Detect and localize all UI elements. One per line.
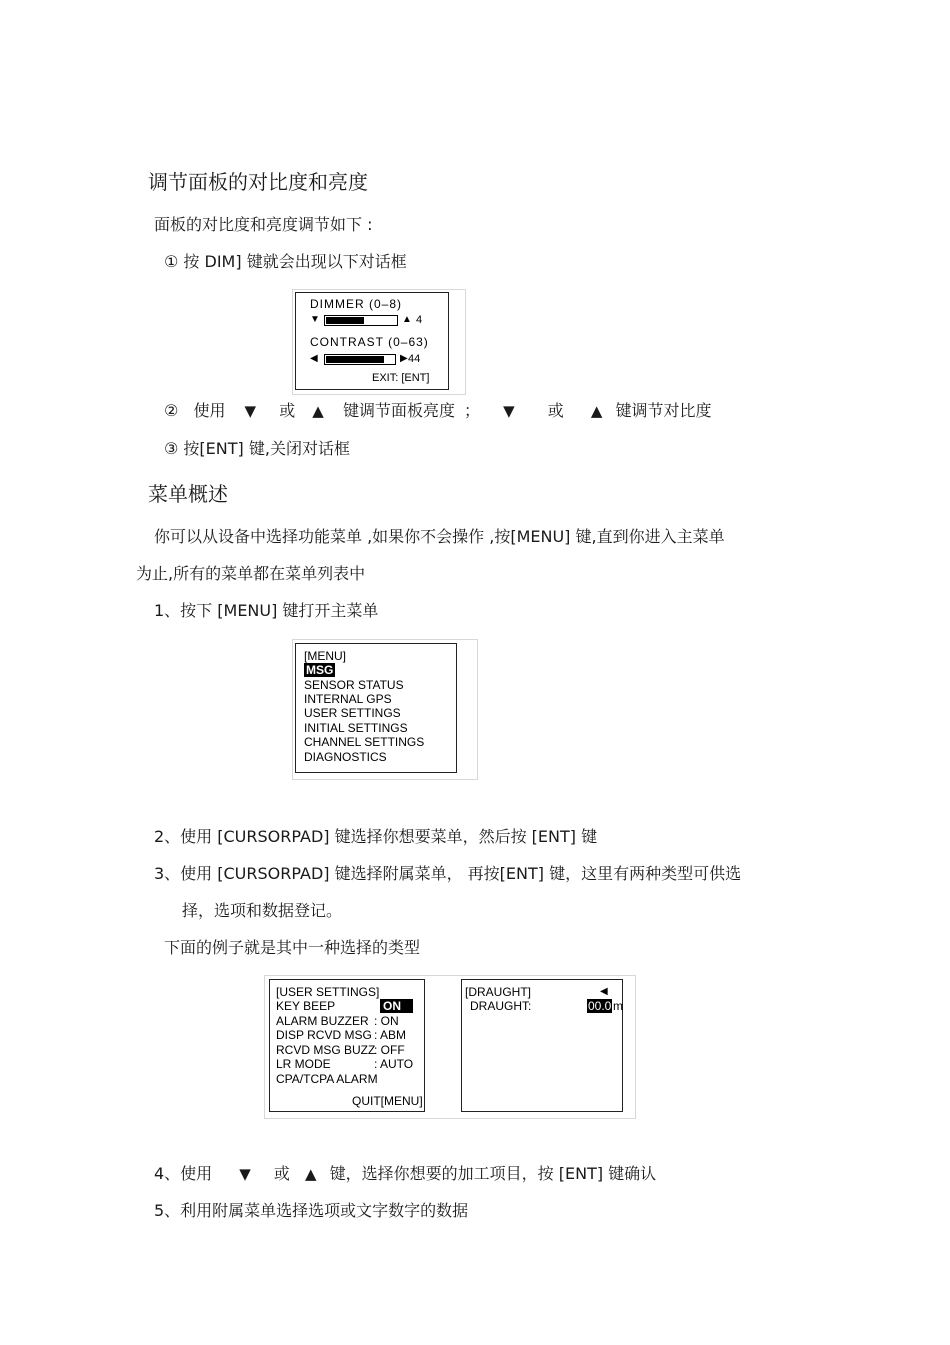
dimmer-level-bar — [324, 315, 398, 326]
exit-label: EXIT: [ENT] — [372, 372, 430, 384]
setting-label-lr-mode: LR MODE — [276, 1057, 331, 1071]
step-2-or: 或 — [279, 401, 296, 420]
draught-screen — [461, 979, 623, 1112]
menu-paragraph-line1: 你可以从设备中选择功能菜单 ,如果你不会操作 ,按[MENU] 键,直到你进入主菜单 — [154, 527, 725, 546]
step-2-text — [164, 398, 712, 421]
menu-step-3-line1: 3、使用 [CURSORPAD] 键选择附属菜单， 再按[ENT] 键，这里有两种类型可供选 — [154, 864, 742, 883]
setting-value-lr-mode: : AUTO — [374, 1057, 414, 1071]
step-3-text: ③ 按[ENT] 键,关闭对话框 — [164, 439, 350, 458]
step-2-or: 或 — [547, 401, 564, 420]
step-1-text: ① 按 DIM] 键就会出现以下对话框 — [164, 252, 407, 271]
menu-item-initial-settings: INITIAL SETTINGS — [304, 721, 408, 735]
setting-label-rcvd-msg-buzz: RCVD MSG BUZZ — [276, 1043, 376, 1057]
down-triangle-icon: ▼ — [244, 402, 257, 420]
down-triangle-icon: ▼ — [239, 1165, 251, 1183]
main-menu-title: [MENU] — [304, 649, 346, 663]
contrast-level-fill — [326, 356, 384, 363]
main-menu-figure — [292, 639, 478, 780]
step-2-num: ② — [164, 401, 179, 420]
draught-title: [DRAUGHT] — [465, 985, 531, 999]
menu-step-4 — [154, 1161, 656, 1184]
setting-value-alarm-buzzer: : ON — [374, 1014, 399, 1028]
menu-item-channel-settings: CHANNEL SETTINGS — [304, 735, 425, 749]
contrast-value: 44 — [408, 353, 421, 365]
main-menu-screen — [295, 643, 457, 773]
setting-value-disp-rcvd-msg: : ABM — [374, 1028, 407, 1042]
draught-label: DRAUGHT: — [470, 999, 532, 1013]
menu-item-diagnostics: DIAGNOSTICS — [304, 750, 387, 764]
draught-value[interactable]: 00.0 — [588, 999, 612, 1013]
intro-text: 面板的对比度和亮度调节如下 : — [154, 215, 373, 234]
user-settings-screen — [269, 979, 425, 1112]
setting-label-key-beep: KEY BEEP — [276, 999, 336, 1013]
menu-step-1: 1、按下 [MENU] 键打开主菜单 — [154, 601, 379, 620]
dimmer-dialog — [295, 292, 449, 390]
contrast-level-bar — [324, 354, 396, 365]
up-triangle-icon: ▲ — [590, 402, 603, 420]
quit-label: QUIT[MENU] — [352, 1094, 423, 1108]
user-settings-figure — [264, 975, 636, 1119]
menu-step-5: 5、利用附属菜单选择选项或文字数字的数据 — [154, 1201, 469, 1220]
draught-unit: m — [613, 999, 623, 1013]
contrast-label: CONTRAST (0–63) — [310, 335, 429, 349]
dimmer-up-arrow: ▲ — [402, 314, 412, 325]
step-4-suffix: 键，选择你想要的加工项目，按 [ENT] 键确认 — [329, 1164, 657, 1183]
step-2-semicolon: ； — [464, 401, 481, 420]
user-settings-title: [USER SETTINGS] — [276, 985, 380, 999]
setting-label-cpa-tcpa-alarm: CPA/TCPA ALARM — [276, 1072, 378, 1086]
menu-paragraph-line2: 为止,所有的菜单都在菜单列表中 — [136, 564, 366, 583]
step-2-use: 使用 — [193, 401, 226, 420]
step-2-brightness-text: 键调节面板亮度 — [342, 401, 455, 420]
up-triangle-icon: ▲ — [305, 1165, 317, 1183]
left-arrow-icon: ◀ — [600, 986, 608, 997]
setting-value-key-beep[interactable]: ON — [380, 999, 413, 1013]
dimmer-down-arrow: ▼ — [310, 314, 320, 325]
menu-item-internal-gps: INTERNAL GPS — [304, 692, 392, 706]
menu-step-2: 2、使用 [CURSORPAD] 键选择你想要菜单，然后按 [ENT] 键 — [154, 827, 598, 846]
dimmer-label: DIMMER (0–8) — [310, 297, 403, 311]
menu-item-msg: MSG — [306, 663, 334, 677]
step-4-or: 或 — [273, 1164, 290, 1183]
up-triangle-icon: ▲ — [312, 402, 324, 420]
section-heading-contrast: 调节面板的对比度和亮度 — [148, 170, 368, 194]
example-text: 下面的例子就是其中一种选择的类型 — [164, 938, 421, 957]
setting-label-disp-rcvd-msg: DISP RCVD MSG — [276, 1028, 372, 1042]
menu-item-user-settings: USER SETTINGS — [304, 706, 401, 720]
menu-item-sensor-status: SENSOR STATUS — [304, 678, 404, 692]
contrast-right-arrow: ▶ — [400, 353, 408, 364]
contrast-left-arrow: ◀ — [310, 353, 318, 364]
dimmer-dialog-figure — [292, 289, 466, 395]
dimmer-value: 4 — [416, 314, 423, 326]
menu-step-3-line2: 择，选项和数据登记。 — [182, 901, 343, 920]
step-2-contrast-text: 键调节对比度 — [615, 401, 712, 420]
down-triangle-icon: ▼ — [503, 402, 515, 420]
step-4-prefix: 4、使用 — [154, 1164, 213, 1183]
section-heading-menu: 菜单概述 — [148, 482, 228, 506]
setting-label-alarm-buzzer: ALARM BUZZER — [276, 1014, 369, 1028]
setting-value-rcvd-msg-buzz: : OFF — [374, 1043, 405, 1057]
dimmer-level-fill — [326, 317, 364, 324]
